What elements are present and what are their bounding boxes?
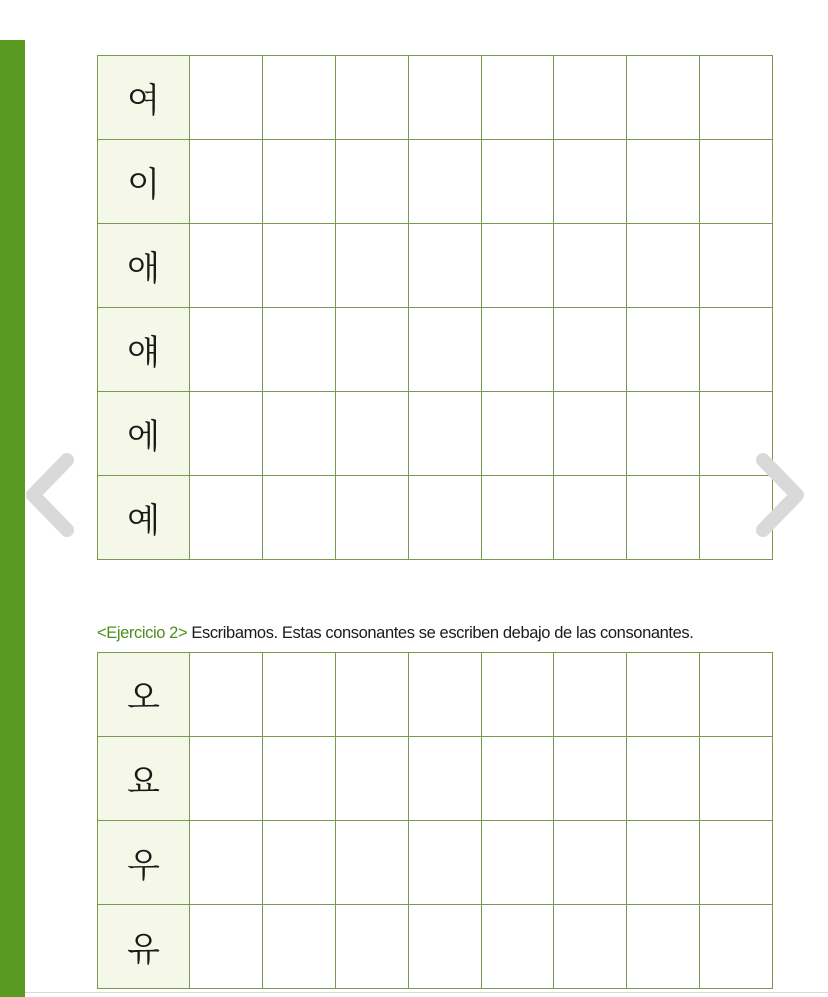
model-character-cell: 오 (98, 653, 190, 737)
practice-blank-cell (408, 653, 481, 737)
practice-blank-cell (190, 653, 263, 737)
next-page-button[interactable] (745, 450, 815, 540)
exercise-2-instruction: Escribamos. Estas consonantes se escriben debajo de las consonantes. (187, 624, 694, 642)
practice-blank-cell (408, 737, 481, 821)
practice-blank-cell (335, 905, 408, 989)
practice-blank-cell (700, 737, 773, 821)
practice-blank-cell (554, 821, 627, 905)
chevron-left-icon (15, 450, 85, 540)
practice-blank-cell (190, 737, 263, 821)
practice-blank-cell (262, 653, 335, 737)
practice-blank-cell (262, 821, 335, 905)
model-character-cell: 이 (98, 140, 190, 224)
practice-blank-cell (262, 905, 335, 989)
practice-blank-cell (481, 737, 554, 821)
model-character-cell: 에 (98, 392, 190, 476)
practice-blank-cell (554, 653, 627, 737)
practice-blank-cell (627, 821, 700, 905)
model-character-cell: 예 (98, 476, 190, 560)
practice-blank-cell (408, 905, 481, 989)
practice-blank-cell (554, 737, 627, 821)
model-character-cell: 여 (98, 56, 190, 140)
writing-practice-grid-2 (97, 652, 773, 989)
practice-blank-cell (190, 821, 263, 905)
practice-blank-cell (554, 905, 627, 989)
practice-blank-cell (335, 821, 408, 905)
practice-blank-cell (335, 737, 408, 821)
practice-blank-cell (700, 821, 773, 905)
practice-row (98, 905, 773, 989)
practice-blank-cell (627, 653, 700, 737)
practice-blank-cell (481, 905, 554, 989)
practice-blank-cell (262, 737, 335, 821)
model-character-cell: 유 (98, 905, 190, 989)
model-character-cell: 우 (98, 821, 190, 905)
practice-blank-cell (408, 821, 481, 905)
practice-blank-cell (627, 905, 700, 989)
practice-blank-cell (700, 653, 773, 737)
previous-page-button[interactable] (15, 450, 85, 540)
practice-blank-cell (190, 905, 263, 989)
exercise-2-label: <Ejercicio 2> (97, 624, 188, 642)
model-character-cell: 애 (98, 224, 190, 308)
practice-blank-cell (481, 821, 554, 905)
model-character-cell: 얘 (98, 308, 190, 392)
practice-blank-cell (700, 905, 773, 989)
practice-row (98, 821, 773, 905)
practice-blank-cell (627, 737, 700, 821)
practice-blank-cell (481, 653, 554, 737)
page-bottom-divider (25, 992, 828, 993)
practice-row (98, 737, 773, 821)
practice-row (98, 653, 773, 737)
chevron-right-icon (745, 450, 815, 540)
model-character-cell: 요 (98, 737, 190, 821)
practice-blank-cell (335, 653, 408, 737)
